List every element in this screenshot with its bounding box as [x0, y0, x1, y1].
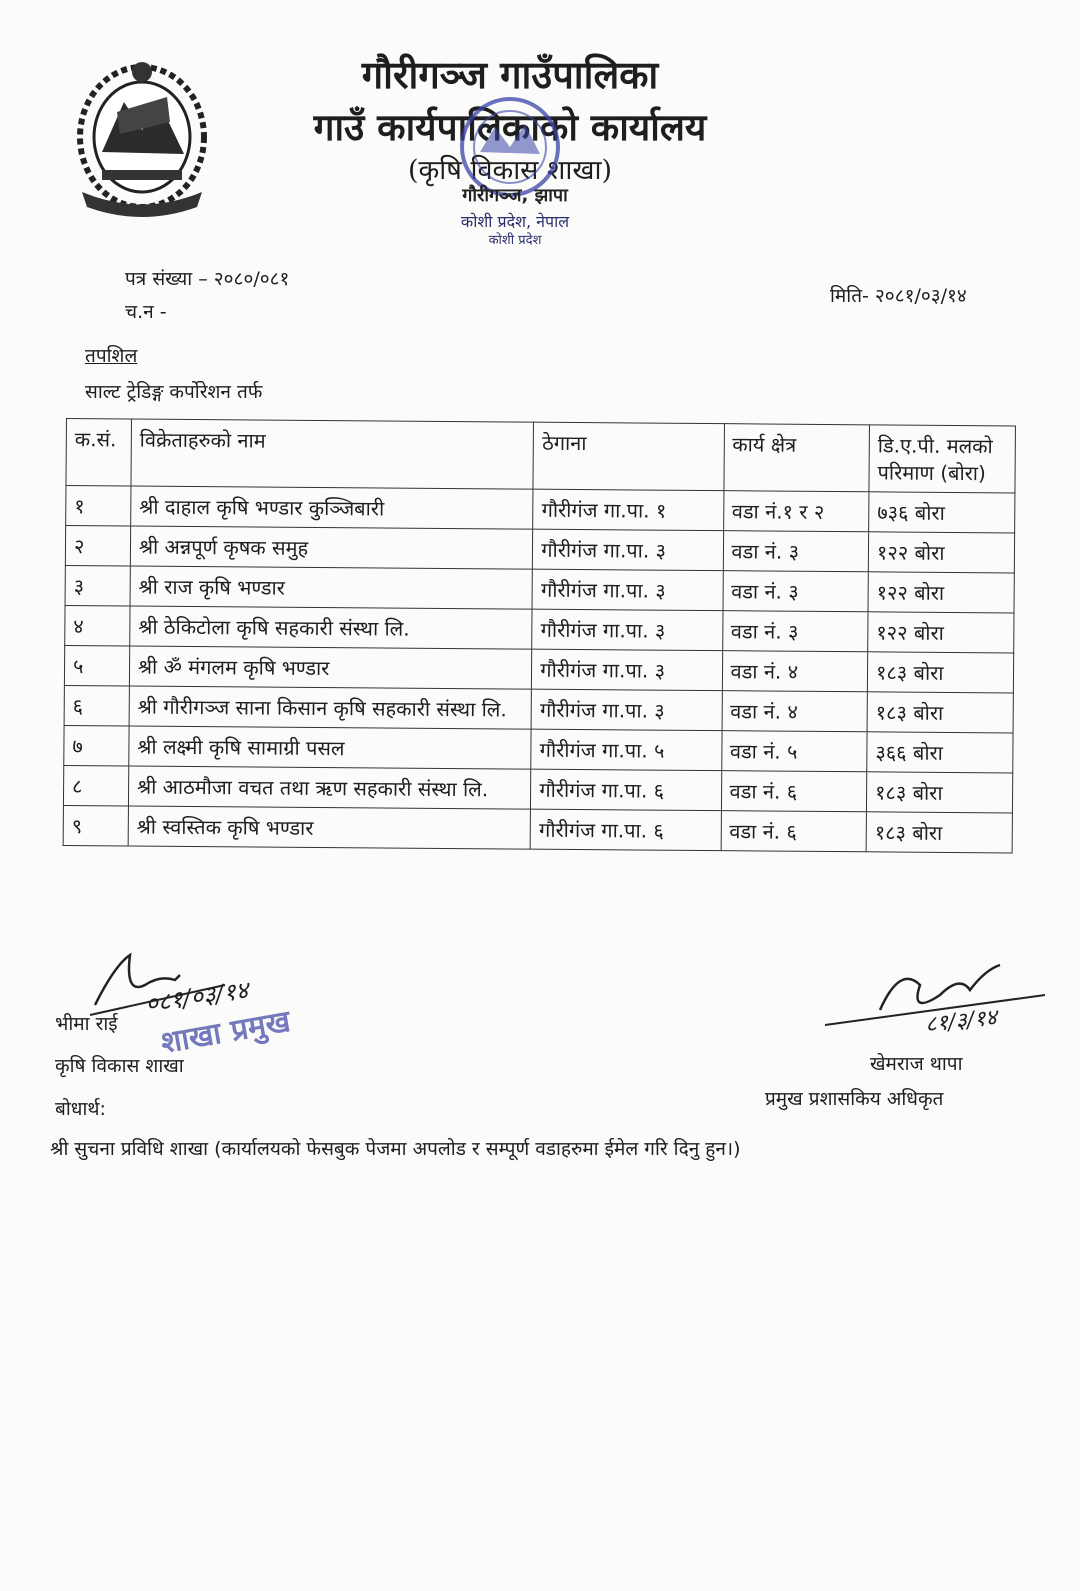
header-work-area: कार्य क्षेत्र [723, 424, 869, 492]
cell-work-area: वडा नं. ३ [723, 531, 869, 572]
cell-address: गौरीगंज गा.पा. १ [533, 489, 723, 530]
header-fertilizer-quantity: डि.ए.पी. मलको परिमाण (बोरा) [869, 425, 1016, 493]
cell-address: गौरीगंज गा.पा. ६ [531, 769, 721, 810]
cell-address: गौरीगंज गा.पा. ३ [532, 569, 722, 610]
cell-serial: ५ [64, 645, 129, 686]
seal-text-line3: कोशी प्रदेश [488, 233, 542, 248]
cell-work-area: वडा नं.१ र २ [723, 491, 869, 532]
cell-work-area: वडा नं. ४ [722, 651, 868, 692]
cell-work-area: वडा नं. ४ [722, 691, 868, 732]
left-signatory-title: कृषि विकास शाखा [55, 1055, 184, 1077]
cell-address: गौरीगंज गा.पा. ५ [531, 729, 721, 770]
cell-quantity: १८३ बोरा [866, 812, 1012, 853]
right-signatory-name: खेमराज थापा [870, 1053, 963, 1075]
cell-serial: ६ [64, 685, 129, 726]
right-handwritten-date: ८१/३/१४ [924, 1005, 999, 1038]
letter-date: मिति- २०८१/०३/१४ [830, 285, 967, 307]
cell-quantity: १२२ बोरा [868, 532, 1014, 573]
branch-name: (कृषि विकास शाखा) [408, 155, 612, 186]
cell-serial: ३ [65, 565, 130, 606]
cell-work-area: वडा नं. ५ [721, 731, 867, 772]
cell-vendor-name: श्री लक्ष्मी कृषि सामाग्री पसल [129, 726, 532, 769]
header-vendor-name: विक्रेताहरुको नाम [131, 419, 534, 489]
cell-vendor-name: श्री राज कृषि भण्डार [130, 566, 533, 609]
table-row [63, 805, 1012, 852]
distributor-table [63, 418, 1016, 853]
cell-vendor-name: श्री स्वस्तिक कृषि भण्डार [128, 806, 531, 849]
cell-quantity: ७३६ बोरा [869, 492, 1015, 533]
left-handwritten-date: ०८१/०३/१४ [143, 975, 251, 1019]
cell-vendor-name: श्री ॐ मंगलम कृषि भण्डार [129, 646, 532, 689]
cell-work-area: वडा नं. ६ [721, 771, 867, 812]
dispatch-number: च.न - [125, 301, 167, 323]
right-signatory-title: प्रमुख प्रशासकिय अधिकृत [765, 1088, 944, 1110]
cell-serial: ४ [65, 605, 130, 646]
cell-vendor-name: श्री दाहाल कृषि भण्डार कुञ्जिबारी [131, 486, 534, 529]
left-signatory-name: भीमा राई [55, 1013, 118, 1035]
cell-quantity: १२२ बोरा [868, 572, 1014, 613]
cell-vendor-name: श्री ठेकिटोला कृषि सहकारी संस्था लि. [130, 606, 533, 649]
cell-work-area: वडा नं. ३ [723, 571, 869, 612]
header-serial: क.सं. [66, 419, 131, 487]
cell-address: गौरीगंज गा.पा. ३ [532, 609, 722, 650]
cell-work-area: वडा नं. ३ [722, 611, 868, 652]
table-header-row [66, 419, 1015, 493]
cell-serial: २ [65, 526, 130, 567]
cell-quantity: १८३ बोरा [866, 772, 1012, 813]
cell-serial: ७ [64, 725, 129, 766]
cell-vendor-name: श्री गौरीगञ्ज साना किसान कृषि सहकारी संस्था लि. [129, 686, 532, 729]
nepal-emblem-icon [62, 42, 222, 217]
letter-number: पत्र संख्या – २०८०/०८१ [125, 268, 290, 290]
seal-text-line2: कोशी प्रदेश, नेपाल [460, 212, 570, 231]
branch-head-stamp: शाखा प्रमुख [158, 1003, 293, 1062]
cell-work-area: वडा नं. ६ [721, 811, 867, 852]
cell-address: गौरीगंज गा.पा. ३ [533, 529, 723, 570]
cell-quantity: १८३ बोरा [867, 652, 1013, 693]
cell-serial: ८ [63, 765, 128, 806]
office-subtitle: गाउँ कार्यपालिकाको कार्यालय [313, 105, 707, 149]
header-address: ठेगाना [533, 422, 724, 490]
cell-address: गौरीगंज गा.पा. ३ [532, 649, 722, 690]
cell-vendor-name: श्री आठमौजा वचत तथा ऋण सहकारी संस्था लि. [128, 766, 531, 809]
cell-vendor-name: श्री अन्नपूर्ण कृषक समुह [130, 526, 533, 569]
cell-quantity: ३६६ बोरा [867, 732, 1013, 773]
cell-quantity: १८३ बोरा [867, 692, 1013, 733]
section-title: तपशिल [85, 345, 138, 367]
cell-serial: ९ [63, 805, 128, 846]
cc-text: श्री सुचना प्रविधि शाखा (कार्यालयको फेसबुक पेजमा अपलोड र सम्पूर्ण वडाहरुमा ईमेल गरि दिनु हुन।) [50, 1138, 741, 1160]
cell-serial: १ [66, 486, 131, 527]
seal-text-line1: गौरीगञ्ज, झापा [462, 185, 568, 206]
office-name: गौरीगञ्ज गाउँपालिका [361, 52, 659, 97]
cell-address: गौरीगंज गा.पा. ६ [530, 809, 720, 850]
cell-quantity: १२२ बोरा [868, 612, 1014, 653]
cell-address: गौरीगंज गा.पा. ३ [531, 689, 721, 730]
cc-label: बोधार्थ: [55, 1098, 106, 1120]
section-subtitle: साल्ट ट्रेडिङ्ग कर्पोरेशन तर्फ [85, 381, 263, 403]
